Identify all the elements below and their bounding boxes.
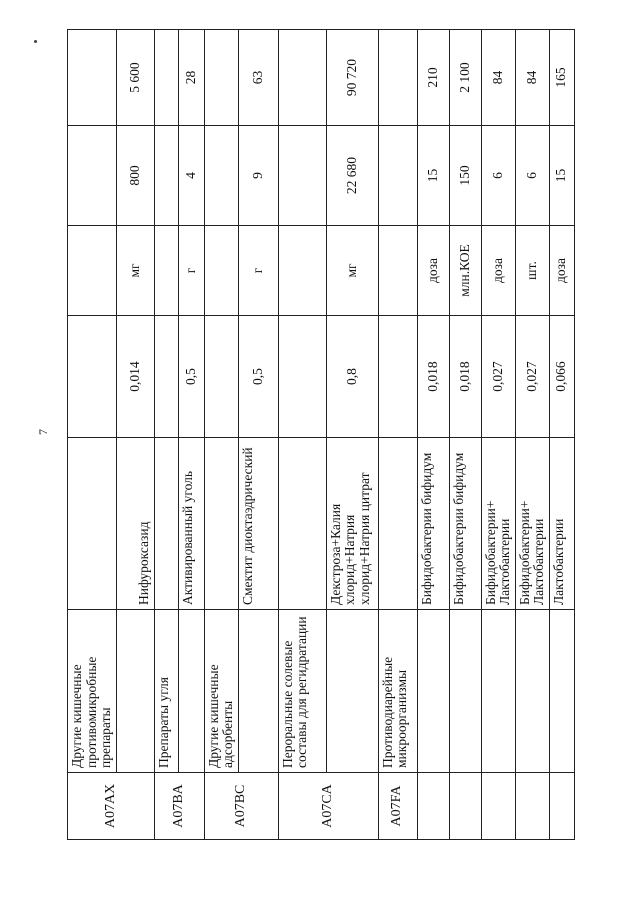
quantity-a: 150 bbox=[449, 126, 481, 226]
dose-value: 0,5 bbox=[178, 316, 204, 438]
atc-code: A07FA bbox=[378, 773, 417, 840]
quantity-a: 9 bbox=[238, 126, 278, 226]
quantity-a: 800 bbox=[116, 126, 154, 226]
drug-name: Смектит диоктаэдрический bbox=[238, 438, 278, 610]
drug-row bbox=[449, 30, 481, 840]
drug-row bbox=[238, 30, 278, 840]
drug-name: Декстроза+Калия хлорид+Натрия хлорид+Натрия цитрат bbox=[326, 438, 378, 610]
drug-row bbox=[178, 30, 204, 840]
quantity-a: 4 bbox=[178, 126, 204, 226]
atc-code: A07AX bbox=[68, 773, 155, 840]
group-row-a07fa bbox=[378, 30, 417, 840]
quantity-b: 84 bbox=[481, 30, 515, 126]
dose-value: 0,018 bbox=[417, 316, 449, 438]
drug-name: Активированный уголь bbox=[178, 438, 204, 610]
dose-value: 0,8 bbox=[326, 316, 378, 438]
drug-row bbox=[515, 30, 549, 840]
drug-row bbox=[481, 30, 515, 840]
quantity-a: 6 bbox=[515, 126, 549, 226]
dose-value: 0,018 bbox=[449, 316, 481, 438]
drug-table bbox=[67, 29, 575, 840]
unit-value: мг bbox=[326, 226, 378, 316]
unit-value: млн.КОЕ bbox=[449, 226, 481, 316]
unit-value: доза bbox=[417, 226, 449, 316]
quantity-a: 15 bbox=[417, 126, 449, 226]
group-title: Другие кишечные противомикробные препараты bbox=[68, 610, 117, 773]
group-row-a07ca bbox=[278, 30, 326, 840]
dose-value: 0,066 bbox=[549, 316, 574, 438]
drug-row bbox=[549, 30, 574, 840]
group-title: Препараты угля bbox=[154, 610, 178, 773]
quantity-b: 2 100 bbox=[449, 30, 481, 126]
quantity-b: 210 bbox=[417, 30, 449, 126]
atc-code: A07BC bbox=[204, 773, 278, 840]
unit-value: доза bbox=[481, 226, 515, 316]
unit-value: шт. bbox=[515, 226, 549, 316]
unit-value: г bbox=[238, 226, 278, 316]
quantity-b: 28 bbox=[178, 30, 204, 126]
quantity-b: 165 bbox=[549, 30, 574, 126]
drug-name: Бифидобактерии+ Лактобактерии bbox=[515, 438, 549, 610]
group-row-a07ba bbox=[154, 30, 178, 840]
quantity-b: 63 bbox=[238, 30, 278, 126]
drug-row bbox=[116, 30, 154, 840]
dose-value: 0,014 bbox=[116, 316, 154, 438]
group-title: Другие кишечные адсорбенты bbox=[204, 610, 238, 773]
drug-name: Лактобактерии bbox=[549, 438, 574, 610]
page-number: 7 bbox=[36, 429, 50, 435]
group-title: Пероральные солевые составы для регидратации bbox=[278, 610, 326, 773]
quantity-b: 84 bbox=[515, 30, 549, 126]
quantity-b: 90 720 bbox=[326, 30, 378, 126]
drug-name: Бифидобактерии бифидум bbox=[417, 438, 449, 610]
dose-value: 0,027 bbox=[481, 316, 515, 438]
quantity-b: 5 600 bbox=[116, 30, 154, 126]
dose-value: 0,5 bbox=[238, 316, 278, 438]
unit-value: мг bbox=[116, 226, 154, 316]
scan-speck bbox=[34, 40, 37, 43]
drug-name: Бифидобактерии+ Лактобактерии bbox=[481, 438, 515, 610]
rotated-page bbox=[67, 30, 569, 840]
unit-value: г bbox=[178, 226, 204, 316]
atc-code: A07BA bbox=[154, 773, 204, 840]
quantity-a: 22 680 bbox=[326, 126, 378, 226]
drug-name: Бифидобактерии бифидум bbox=[449, 438, 481, 610]
group-row-a07ax bbox=[68, 30, 117, 840]
drug-row bbox=[417, 30, 449, 840]
group-title: Противодиарейные микроорганизмы bbox=[378, 610, 417, 773]
drug-name: Нифуроксазид bbox=[116, 438, 154, 610]
dose-value: 0,027 bbox=[515, 316, 549, 438]
quantity-a: 15 bbox=[549, 126, 574, 226]
atc-code: A07CA bbox=[278, 773, 378, 840]
quantity-a: 6 bbox=[481, 126, 515, 226]
group-row-a07bc bbox=[204, 30, 238, 840]
drug-row bbox=[326, 30, 378, 840]
unit-value: доза bbox=[549, 226, 574, 316]
